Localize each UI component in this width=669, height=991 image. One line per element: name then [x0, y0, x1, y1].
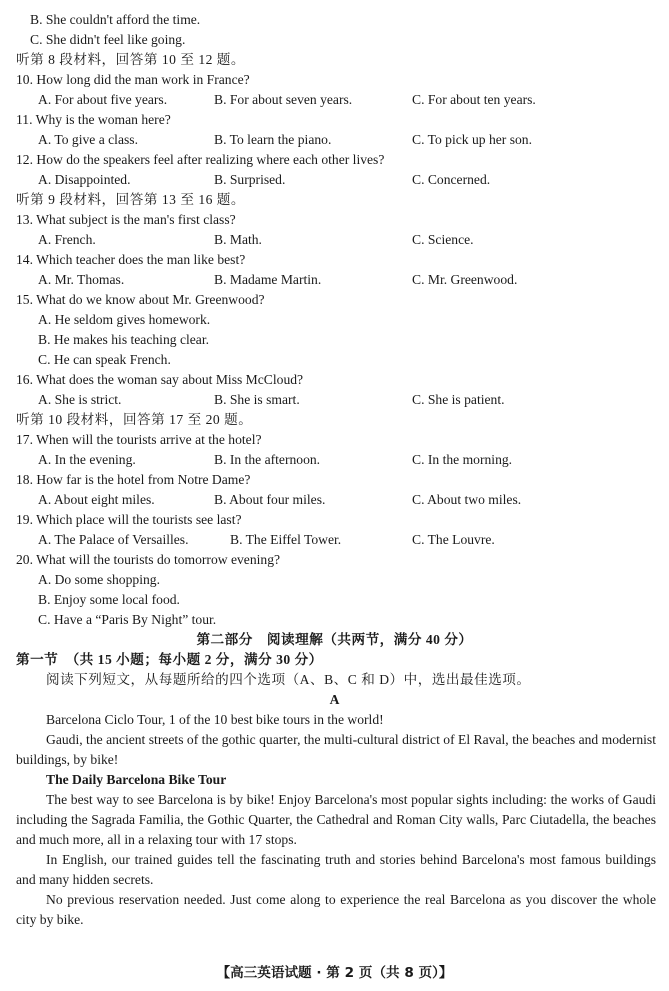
q11-stem: 11. Why is the woman here? [16, 112, 171, 127]
q11-option-b: B. To learn the piano. [214, 132, 332, 147]
q13-option-c: C. Science. [412, 232, 474, 247]
q20-option-c: C. Have a “Paris By Night” tour. [38, 612, 217, 627]
section-1-title: 第一节 （共 15 小题；每小题 2 分，满分 30 分） [16, 652, 323, 667]
q10-option-b: B. For about seven years. [214, 92, 353, 107]
q17-option-b: B. In the afternoon. [214, 452, 321, 467]
part-2-title: 第二部分 阅读理解（共两节，满分 40 分） [196, 632, 473, 647]
section-9-instruction: 听第 9 段材料，回答第 13 至 16 题。 [16, 192, 245, 207]
q14-options [16, 270, 656, 290]
passage-heading: The Daily Barcelona Bike Tour [46, 772, 227, 787]
passage-paragraph-1: Barcelona Ciclo Tour, 1 of the 10 best bike tours in the world! [46, 712, 384, 727]
q9-option-b: B. She couldn't afford the time. [30, 12, 201, 27]
q12-stem: 12. How do the speakers feel after realizing where each other lives? [16, 152, 385, 167]
q18-option-c: C. About two miles. [412, 492, 522, 507]
q16-stem: 16. What does the woman say about Miss McCloud? [16, 372, 304, 387]
q13-option-b: B. Math. [214, 232, 262, 247]
q16-option-a: A. She is strict. [38, 392, 122, 407]
q19-option-c: C. The Louvre. [412, 532, 495, 547]
q20-stem: 20. What will the tourists do tomorrow evening? [16, 552, 281, 567]
passage-label: A [329, 692, 340, 707]
q14-option-b: B. Madame Martin. [214, 272, 322, 287]
passage-paragraph-4: In English, our trained guides tell the fascinating truth and stories behind Barcelona's most famous buildings and many hidden secrets. [16, 852, 656, 887]
passage-paragraph-3: The best way to see Barcelona is by bike! Enjoy Barcelona's most popular sights including: the works of Gaudi including the Sagrada Familia, the Gothic Quarter, the Cathedral and Roman City walls, Parc Ciutadella, the beaches and much more, all in a relaxing tour with 17 stops. [16, 792, 656, 847]
q17-stem: 17. When will the tourists arrive at the hotel? [16, 432, 262, 447]
q18-stem: 18. How far is the hotel from Notre Dame? [16, 472, 251, 487]
q19-option-b: B. The Eiffel Tower. [230, 532, 342, 547]
q15-option-c: C. He can speak French. [38, 352, 171, 367]
q20-option-a: A. Do some shopping. [38, 572, 160, 587]
q15-option-b: B. He makes his teaching clear. [38, 332, 209, 347]
q14-option-c: C. Mr. Greenwood. [412, 272, 518, 287]
q19-options [16, 530, 656, 550]
q18-option-b: B. About four miles. [214, 492, 326, 507]
q10-stem: 10. How long did the man work in France? [16, 72, 250, 87]
q14-stem: 14. Which teacher does the man like best? [16, 252, 246, 267]
q12-options [16, 170, 656, 190]
q11-option-a: A. To give a class. [38, 132, 138, 147]
q18-options [16, 490, 656, 510]
passage-paragraph-2: Gaudi, the ancient streets of the gothic quarter, the multi-cultural district of El Raval, the beaches and modernist buildings, by bike! [16, 732, 656, 767]
page-footer: 【高三英语试题 · 第 2 页（共 8 页）】 [216, 965, 453, 981]
q14-option-a: A. Mr. Thomas. [38, 272, 125, 287]
q17-option-a: A. In the evening. [38, 452, 136, 467]
section-8-instruction: 听第 8 段材料，回答第 10 至 12 题。 [16, 52, 245, 67]
q13-options [16, 230, 656, 250]
q9-options [16, 10, 656, 30]
q12-option-b: B. Surprised. [214, 172, 286, 187]
q18-option-a: A. About eight miles. [38, 492, 155, 507]
q16-option-b: B. She is smart. [214, 392, 300, 407]
q11-options [16, 130, 656, 150]
q12-option-a: A. Disappointed. [38, 172, 131, 187]
q13-stem: 13. What subject is the man's first class? [16, 212, 236, 227]
q16-options [16, 390, 656, 410]
q10-option-c: C. For about ten years. [412, 92, 536, 107]
q15-stem: 15. What do we know about Mr. Greenwood? [16, 292, 265, 307]
q10-option-a: A. For about five years. [38, 92, 168, 107]
q15-option-a: A. He seldom gives homework. [38, 312, 211, 327]
q12-option-c: C. Concerned. [412, 172, 491, 187]
q17-options [16, 450, 656, 470]
q13-option-a: A. French. [38, 232, 96, 247]
q17-option-c: C. In the morning. [412, 452, 513, 467]
reading-instructions: 阅读下列短文，从每题所给的四个选项（A、B、C 和 D）中，选出最佳选项。 [46, 672, 531, 687]
q19-stem: 19. Which place will the tourists see last? [16, 512, 242, 527]
q16-option-c: C. She is patient. [412, 392, 505, 407]
section-10-instruction: 听第 10 段材料，回答第 17 至 20 题。 [16, 412, 253, 427]
passage-paragraph-5: No previous reservation needed. Just come along to experience the real Barcelona as you discover the whole city by bike. [16, 892, 656, 927]
q11-option-c: C. To pick up her son. [412, 132, 533, 147]
q10-options [16, 90, 656, 110]
q19-option-a: A. The Palace of Versailles. [38, 532, 189, 547]
q9-option-c: C. She didn't feel like going. [30, 32, 186, 47]
q20-option-b: B. Enjoy some local food. [38, 592, 180, 607]
